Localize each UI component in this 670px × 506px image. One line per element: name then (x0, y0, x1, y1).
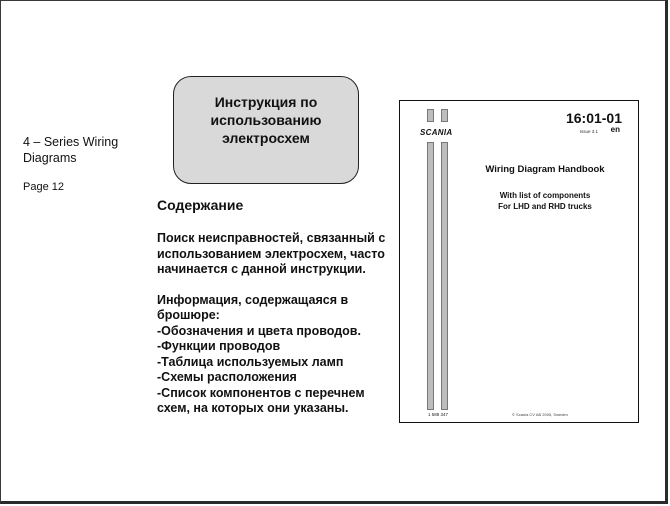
list-item: -Таблица используемых ламп (157, 354, 344, 369)
cover-language: en (610, 125, 620, 134)
list-item: -Функции проводов (157, 339, 281, 353)
section-title: 4 – Series Wiring Diagrams (23, 135, 119, 165)
title-line: использованию (210, 112, 322, 128)
page-number: Page 12 (23, 181, 64, 193)
title-line: электросхем (222, 130, 310, 146)
cover-code: 1 588 347 (428, 412, 449, 417)
cover-subtitle (460, 190, 630, 212)
brochure-info (157, 293, 389, 417)
scania-logo: SCANIA (420, 128, 453, 137)
content-body (157, 231, 389, 417)
cover-title: Wiring Diagram Handbook (485, 164, 605, 175)
cover-stripe (427, 109, 434, 122)
cover-subtitle-line: For LHD and RHD trucks (498, 202, 592, 211)
list-item: -Обозначения и цвета проводов. (157, 323, 361, 338)
cover-doc-number: 16:01-01 (565, 110, 622, 126)
handbook-cover-image (399, 100, 639, 423)
cover-stripe (441, 109, 448, 122)
title-box (173, 76, 359, 184)
cover-copyright: © Scania CV AB 2005, Sweden (512, 412, 568, 417)
list-item: -Схемы расположения (157, 370, 297, 384)
cover-issue: Issue 3.1 (579, 129, 598, 134)
list-item: -Список компонентов с перечнем схем, на которых они указаны. (157, 385, 365, 415)
cover-subtitle-line: With list of components (499, 191, 591, 200)
title-line: Инструкция по (214, 94, 318, 110)
content-heading: Содержание (157, 197, 244, 213)
list-intro: Информация, содержащаяся в брошюре: (157, 292, 349, 322)
cover-stripe (427, 142, 434, 410)
cover-stripe (441, 142, 448, 410)
intro-paragraph: Поиск неисправностей, связанный с использованием электросхем, часто начинается с данной инструкции. (157, 231, 386, 276)
